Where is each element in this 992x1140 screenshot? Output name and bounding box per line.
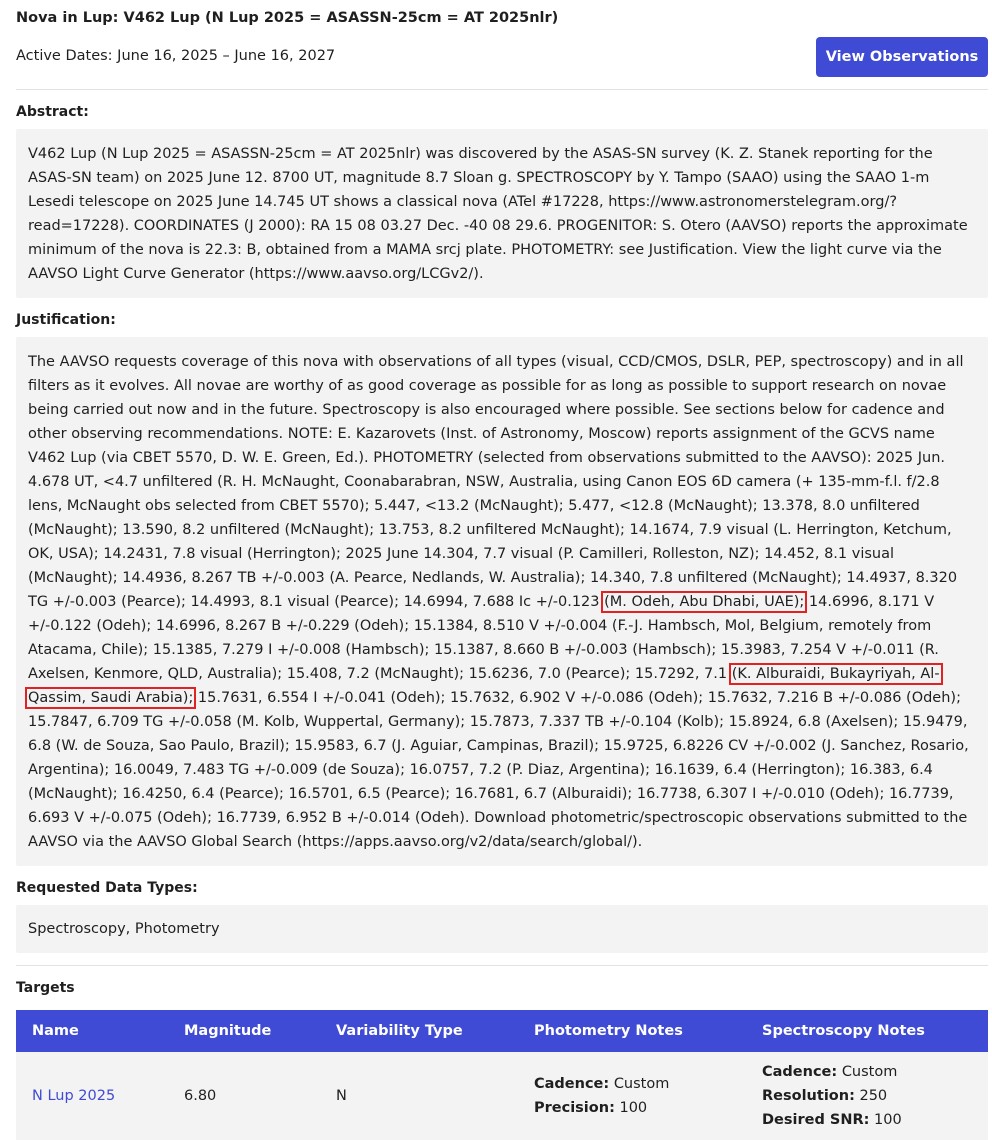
spectroscopy-desired-snr: Desired SNR: 100 <box>762 1112 902 1128</box>
justification-label: Justification: <box>16 312 116 328</box>
targets-table <box>16 1010 988 1140</box>
column-header-variability-type: Variability Type <box>320 1010 518 1052</box>
abstract-text: V462 Lup (N Lup 2025 = ASASSN-25cm = AT 2025nlr) was discovered by the ASAS-SN survey (K. Z. Stanek reporting for the ASAS-SN team) on 2025 June 12. 8700 UT, magnitude 8.7 Sloan g. SPECTROSCOPY by Y. Tampo (SAAO) using the SAAO 1-m Lesedi telescope on 2025 June 14.745 UT shows a classical nova (ATel #17228, https://www.astronomerstelegram.org/?read=17228). COORDINATES (J 2000): RA 15 08 03.27 Dec. -40 08 29.6. PROGENITOR: S. Otero (AAVSO) reports the approximate minimum of the nova is 22.3: B, obtained from a MAMA srcj plate. PHOTOMETRY: see Justification. View the light curve via the AAVSO Light Curve Generator (https://www.aavso.org/LCGv2/). <box>16 129 988 298</box>
requested-data-types-value: Spectroscopy, Photometry <box>16 905 988 953</box>
column-header-photometry-notes: Photometry Notes <box>518 1010 746 1052</box>
spectroscopy-cadence: Cadence: Custom <box>762 1064 898 1080</box>
spectroscopy-resolution: Resolution: 250 <box>762 1088 888 1104</box>
table-row <box>16 1052 988 1140</box>
target-name-link[interactable]: N Lup 2025 <box>32 1088 116 1104</box>
spectroscopy-notes <box>746 1052 988 1140</box>
photometry-precision: Precision: 100 <box>534 1100 648 1116</box>
divider <box>16 89 988 90</box>
justification-part-1: The AAVSO requests coverage of this nova with observations of all types (visual, CCD/CMOS, DSLR, PEP, spectroscopy) and in all filters as it evolves. All novae are worthy of as good coverage as possible for as long as possible to support research on novae being carried out now and in the future. Spectroscopy is also encouraged where possible. See sections below for cadence and other observing recommendations. NOTE: E. Kazarovets (Inst. of Astronomy, Moscow) reports assignment of the GCVS name V462 Lup (via CBET 5570, D. W. E. Green, Ed.). PHOTOMETRY (selected from observations submitted to the AAVSO): 2025 Jun. 4.678 UT, <4.7 unfiltered (R. H. McNaught, Coonabarabran, NSW, Australia, using Canon EOS 6D camera (+ 135-mm-f.l. f/2.8 lens, McNaught obs selected from CBET 5570); 5.447, <13.2 (McNaught); 5.477, <12.8 (McNaught); 13.378, 8.0 unfiltered (McNaught); 13.590, 8.2 unfiltered (McNaught); 13.753, 8.2 unfiltered McNaught); 14.1674, 7.9 visual (L. Herrington, Ketchum, OK, USA); 14.2431, 7.8 visual (Herrington); 2025 June 14.304, 7.7 visual (P. Camilleri, Rolleston, NZ); 14.452, 8.1 visual (McNaught); 14.4936, 8.267 TB +/-0.003 (A. Pearce, Nedlands, W. Australia); 14.340, 7.8 unfiltered (McNaught); 14.4937, 8.320 TG +/-0.003 (Pearce); 14.4993, 8.1 visual (Pearce); 14.6994, 7.688 Ic +/-0.123 <box>28 354 964 610</box>
requested-data-types-label: Requested Data Types: <box>16 880 198 896</box>
photometry-cadence: Cadence: Custom <box>534 1076 670 1092</box>
targets-label: Targets <box>16 980 75 996</box>
column-header-spectroscopy-notes: Spectroscopy Notes <box>746 1010 988 1052</box>
active-dates: Active Dates: June 16, 2025 – June 16, 2027 <box>16 48 336 64</box>
abstract-label: Abstract: <box>16 104 89 120</box>
target-name-cell <box>16 1052 168 1140</box>
view-observations-button[interactable]: View Observations <box>816 37 988 77</box>
divider <box>16 965 988 966</box>
photometry-notes <box>518 1052 746 1140</box>
target-variability-type: N <box>320 1052 518 1140</box>
target-magnitude: 6.80 <box>168 1052 320 1140</box>
column-header-magnitude: Magnitude <box>168 1010 320 1052</box>
page-title: Nova in Lup: V462 Lup (N Lup 2025 = ASASSN-25cm = AT 2025nlr) <box>16 10 559 26</box>
column-header-name: Name <box>16 1010 168 1052</box>
justification-part-3: 15.7631, 6.554 I +/-0.041 (Odeh); 15.7632, 6.902 V +/-0.086 (Odeh); 15.7632, 7.216 B +/-0.086 (Odeh); 15.7847, 6.709 TG +/-0.058 (M. Kolb, Wuppertal, Germany); 15.7873, 7.337 TB +/-0.104 (Kolb); 15.8924, 6.8 (Axelsen); 15.9479, 6.8 (W. de Souza, Sao Paulo, Brazil); 15.9583, 6.7 (J. Aguiar, Campinas, Brazil); 15.9725, 6.8226 CV +/-0.002 (J. Sanchez, Rosario, Argentina); 16.0049, 7.483 TG +/-0.009 (de Souza); 16.0757, 7.2 (P. Diaz, Argentina); 16.1639, 6.4 (Herrington); 16.383, 6.4 (McNaught); 16.4250, 6.4 (Pearce); 16.5701, 6.5 (Pearce); 16.7681, 6.7 (Alburaidi); 16.7738, 6.307 I +/-0.010 (Odeh); 16.7739, 6.693 V +/-0.075 (Odeh); 16.7739, 6.952 B +/-0.014 (Odeh). Download photometric/spectroscopic observations submitted to the AAVSO via the AAVSO Global Search (https://apps.aavso.org/v2/data/search/global/). <box>28 690 969 850</box>
header-row <box>16 36 988 78</box>
highlighted-observer-1: (M. Odeh, Abu Dhabi, UAE); <box>604 594 805 610</box>
justification-text <box>16 337 988 866</box>
justification-part-2: 14.6996, 8.171 V +/-0.122 (Odeh); 14.6996, 8.267 B +/-0.229 (Odeh); 15.1384, 8.510 V +/-0.004 (F.-J. Hambsch, Mol, Belgium, remotely from Atacama, Chile); 15.1385, 7.279 I +/-0.008 (Hambsch); 15.1387, 8.660 B +/-0.003 (Hambsch); 15.3983, 7.254 V +/-0.011 (R. Axelsen, Kenmore, QLD, Australia); 15.408, 7.2 (McNaught); 15.6236, 7.0 (Pearce); 15.7292, 7.1 <box>28 594 939 682</box>
highlighted-observer-2: (K. Alburaidi, Bukayriyah, Al-Qassim, Saudi Arabia); <box>28 666 940 706</box>
table-header-row <box>16 1010 988 1052</box>
